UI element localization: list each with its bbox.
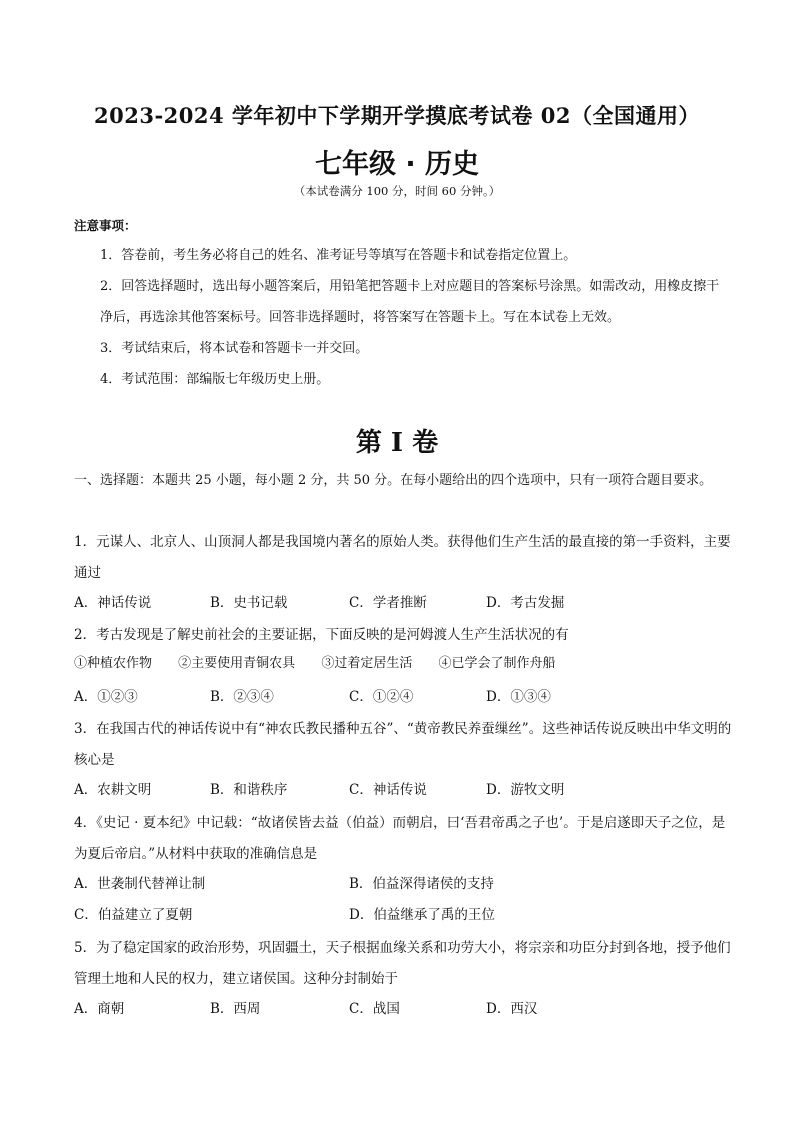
option-b: B．②③④: [210, 689, 274, 705]
option-d: D．①③④: [486, 689, 551, 705]
option-c: C．①②④: [349, 689, 414, 705]
option-b: B．史书记载: [210, 595, 288, 611]
notice-heading: 注意事项：: [74, 218, 137, 233]
option-a: A．农耕文明: [74, 782, 152, 798]
option-c: C．学者推断: [349, 595, 427, 611]
option-d: D．考古发掘: [486, 595, 565, 611]
statement-item: ③过着定居生活: [321, 656, 413, 671]
notice-item: 4．考试范围：部编版七年级历史上册。: [100, 372, 330, 387]
statement-item: ④已学会了制作舟船: [438, 656, 556, 671]
option-b: B．伯益深得诸侯的支持: [349, 876, 494, 892]
option-c: C．伯益建立了夏朝: [74, 907, 193, 923]
statement-item: ①种植农作物: [74, 656, 153, 671]
option-a: A．神话传说: [74, 595, 152, 611]
option-d: D．游牧文明: [486, 782, 565, 798]
question-stem: 4．《史记 · 夏本纪》中记载：“故诸侯皆去益（伯益）而朝启，曰‘吾君帝禹之子也’。于是启遂即天子之位，是为夏后帝启。”从材料中获取的准确信息是: [74, 815, 726, 862]
statement-item: ②主要使用青铜农具: [178, 656, 296, 671]
option-a: A．①②③: [74, 689, 138, 705]
option-b: B．和谐秩序: [210, 782, 288, 798]
option-d: D．西汉: [486, 1001, 538, 1017]
notice-item: 3．考试结束后，将本试卷和答题卡一并交回。: [100, 341, 369, 356]
option-d: D．伯益继承了禹的王位: [349, 907, 495, 923]
question-stem: 1．元谋人、北京人、山顶洞人都是我国境内著名的原始人类。获得他们生产生活的最直接的第一手资料，主要通过: [74, 534, 731, 581]
exam-note: （本试卷满分 100 分，时间 60 分钟。）: [293, 184, 501, 198]
question-stem: 2．考古发现是了解史前社会的主要证据，下面反映的是河姆渡人生产生活状况的有: [74, 627, 569, 643]
option-a: A．商朝: [74, 1001, 125, 1017]
option-a: A．世袭制代替禅让制: [74, 876, 206, 892]
option-c: C．神话传说: [349, 782, 427, 798]
subject-title: 七年级 · 历史: [314, 149, 480, 180]
volume-title: 第 I 卷: [355, 428, 439, 458]
notice-item: 2．回答选择题时，选出每小题答案后，用铅笔把答题卡上对应题目的答案标号涂黑。如需改动，用橡皮擦干净后，再选涂其他答案标号。回答非选择题时，将答案写在答题卡上。写在本试卷上无效。: [100, 279, 720, 325]
question-stem: 3．在我国古代的神话传说中有“神农氏教民播种五谷”、“黄帝教民养蚕缫丝”。这些神话传说反映出中华文明的核心是: [74, 721, 732, 768]
exam-title: 2023-2024 学年初中下学期开学摸底考试卷 02（全国通用）: [94, 103, 700, 128]
option-c: C．战国: [349, 1001, 400, 1017]
statement-list: [74, 651, 577, 677]
option-b: B．西周: [210, 1001, 261, 1017]
notice-item: 1．答卷前，考生务必将自己的姓名、准考证号等填写在答题卡和试卷指定位置上。: [100, 248, 577, 263]
question-stem: 5．为了稳定国家的政治形势，巩固疆土，天子根据血缘关系和功劳大小，将宗亲和功臣分封到各地，授予他们管理土地和人民的权力，建立诸侯国。这种分封制始于: [74, 940, 731, 987]
section-intro: 一、选择题：本题共 25 小题，每小题 2 分，共 50 分。在每小题给出的四个选项中，只有一项符合题目要求。: [74, 473, 713, 488]
